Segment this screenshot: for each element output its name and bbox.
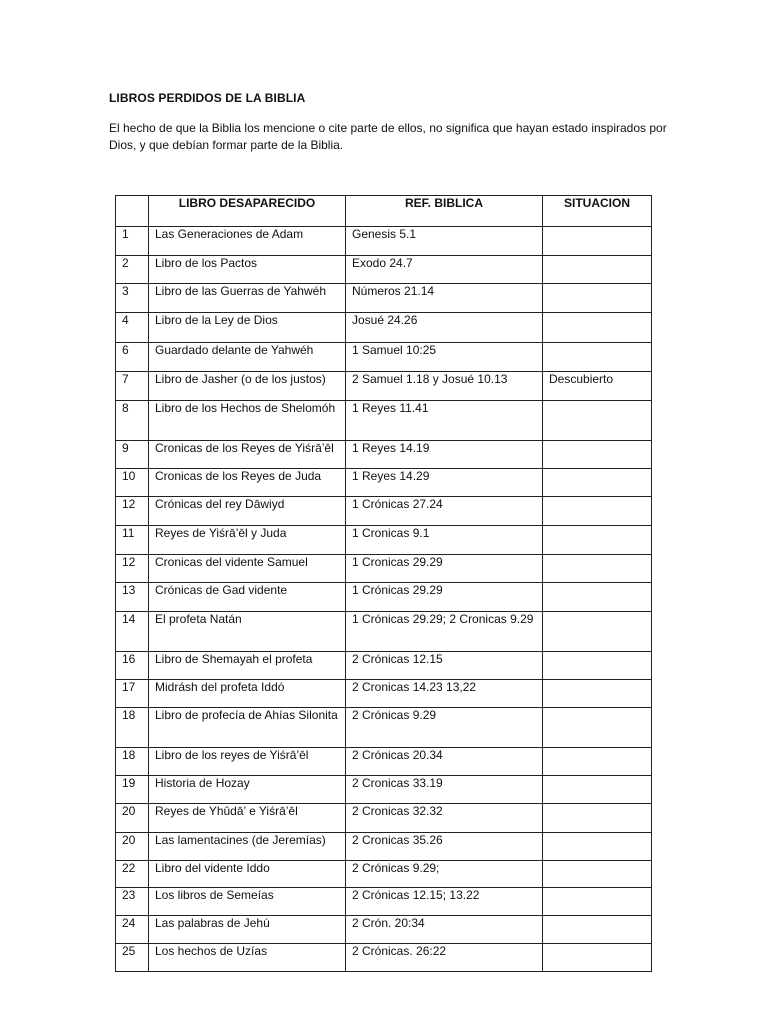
- bible-reference-cell: 1 Reyes 14.19: [346, 441, 543, 469]
- table-row: [116, 497, 652, 526]
- header-reference: REF. BIBLICA: [346, 196, 543, 227]
- bible-reference-cell: Exodo 24.7: [346, 256, 543, 284]
- status-cell: [543, 833, 652, 861]
- book-title-cell: Las lamentacines (de Jeremías): [149, 833, 346, 861]
- row-number-cell: 9: [116, 441, 149, 469]
- book-title-cell: Reyes de Yhûdā’ e Yiśrā’ēl: [149, 804, 346, 833]
- status-cell: [543, 680, 652, 708]
- status-cell: [543, 583, 652, 612]
- table-row: [116, 441, 652, 469]
- header-book: LIBRO DESAPARECIDO: [149, 196, 346, 227]
- row-number-cell: 18: [116, 748, 149, 776]
- row-number-cell: 1: [116, 227, 149, 256]
- lost-books-table: [115, 195, 652, 972]
- book-title-cell: Libro de profecía de Ahías Silonita: [149, 708, 346, 748]
- status-cell: [543, 441, 652, 469]
- book-title-cell: Libro de los Pactos: [149, 256, 346, 284]
- table-row: [116, 680, 652, 708]
- status-cell: Descubierto: [543, 372, 652, 401]
- book-title-cell: Libro de la Ley de Dios: [149, 313, 346, 343]
- book-title-cell: Las palabras de Jehú: [149, 916, 346, 944]
- bible-reference-cell: 2 Crónicas 12.15; 13.22: [346, 888, 543, 916]
- row-number-cell: 11: [116, 526, 149, 555]
- bible-reference-cell: 1 Cronicas 29.29: [346, 555, 543, 583]
- bible-reference-cell: 1 Samuel 10:25: [346, 343, 543, 372]
- bible-reference-cell: 2 Cronicas 35.26: [346, 833, 543, 861]
- table-row: [116, 256, 652, 284]
- book-title-cell: Crónicas del rey Dāwiyd: [149, 497, 346, 526]
- row-number-cell: 18: [116, 708, 149, 748]
- bible-reference-cell: 2 Crónicas. 26:22: [346, 944, 543, 972]
- bible-reference-cell: 1 Crónicas 29.29; 2 Cronicas 9.29: [346, 612, 543, 652]
- status-cell: [543, 776, 652, 804]
- status-cell: [543, 861, 652, 888]
- book-title-cell: Cronicas de los Reyes de Yiśrā’ēl: [149, 441, 346, 469]
- book-title-cell: Crónicas de Gad vidente: [149, 583, 346, 612]
- row-number-cell: 23: [116, 888, 149, 916]
- bible-reference-cell: 2 Crónicas 9.29: [346, 708, 543, 748]
- header-number: [116, 196, 149, 227]
- status-cell: [543, 612, 652, 652]
- bible-reference-cell: Josué 24.26: [346, 313, 543, 343]
- table-row: [116, 861, 652, 888]
- row-number-cell: 10: [116, 469, 149, 497]
- bible-reference-cell: 1 Crónicas 27.24: [346, 497, 543, 526]
- book-title-cell: Libro de Jasher (o de los justos): [149, 372, 346, 401]
- row-number-cell: 19: [116, 776, 149, 804]
- book-title-cell: Los libros de Semeías: [149, 888, 346, 916]
- book-title-cell: Historia de Hozay: [149, 776, 346, 804]
- row-number-cell: 8: [116, 401, 149, 441]
- status-cell: [543, 555, 652, 583]
- bible-reference-cell: 2 Cronicas 32.32: [346, 804, 543, 833]
- table-row: [116, 372, 652, 401]
- status-cell: [543, 888, 652, 916]
- bible-reference-cell: 1 Reyes 14.29: [346, 469, 543, 497]
- table-row: [116, 652, 652, 680]
- row-number-cell: 6: [116, 343, 149, 372]
- book-title-cell: Libro del vidente Iddo: [149, 861, 346, 888]
- status-cell: [543, 227, 652, 256]
- row-number-cell: 14: [116, 612, 149, 652]
- status-cell: [543, 401, 652, 441]
- status-cell: [543, 916, 652, 944]
- bible-reference-cell: 2 Crónicas 9.29;: [346, 861, 543, 888]
- book-title-cell: Midrásh del profeta Iddó: [149, 680, 346, 708]
- bible-reference-cell: 1 Cronicas 9.1: [346, 526, 543, 555]
- row-number-cell: 4: [116, 313, 149, 343]
- status-cell: [543, 469, 652, 497]
- table-row: [116, 944, 652, 972]
- header-status: SITUACION: [543, 196, 652, 227]
- row-number-cell: 2: [116, 256, 149, 284]
- bible-reference-cell: 2 Samuel 1.18 y Josué 10.13: [346, 372, 543, 401]
- book-title-cell: Reyes de Yiśrā’ēl y Juda: [149, 526, 346, 555]
- table-row: [116, 555, 652, 583]
- bible-reference-cell: 2 Cronicas 33.19: [346, 776, 543, 804]
- table-row: [116, 313, 652, 343]
- table-row: [116, 401, 652, 441]
- status-cell: [543, 708, 652, 748]
- table-header-row: [116, 196, 652, 227]
- row-number-cell: 7: [116, 372, 149, 401]
- book-title-cell: El profeta Natán: [149, 612, 346, 652]
- book-title-cell: Los hechos de Uzías: [149, 944, 346, 972]
- status-cell: [543, 944, 652, 972]
- status-cell: [543, 652, 652, 680]
- table-row: [116, 469, 652, 497]
- table-row: [116, 526, 652, 555]
- row-number-cell: 20: [116, 833, 149, 861]
- status-cell: [543, 526, 652, 555]
- table-row: [116, 776, 652, 804]
- intro-paragraph: El hecho de que la Biblia los mencione o cite parte de ellos, no significa que hayan estado inspirados por Dios, y que debían formar parte de la Biblia.: [109, 121, 667, 152]
- status-cell: [543, 748, 652, 776]
- row-number-cell: 12: [116, 555, 149, 583]
- table-row: [116, 227, 652, 256]
- table-row: [116, 748, 652, 776]
- table-row: [116, 343, 652, 372]
- bible-reference-cell: 1 Reyes 11.41: [346, 401, 543, 441]
- book-title-cell: Cronicas de los Reyes de Juda: [149, 469, 346, 497]
- book-title-cell: Libro de los Hechos de Shelomóh: [149, 401, 346, 441]
- table-body: [116, 227, 652, 972]
- status-cell: [543, 804, 652, 833]
- status-cell: [543, 313, 652, 343]
- table-row: [116, 284, 652, 313]
- bible-reference-cell: 2 Crónicas 12.15: [346, 652, 543, 680]
- bible-reference-cell: 2 Crón. 20:34: [346, 916, 543, 944]
- book-title-cell: Cronicas del vidente Samuel: [149, 555, 346, 583]
- table-row: [116, 916, 652, 944]
- status-cell: [543, 343, 652, 372]
- book-title-cell: Libro de los reyes de Yiśrā’ēl: [149, 748, 346, 776]
- table-row: [116, 612, 652, 652]
- book-title-cell: Libro de Shemayah el profeta: [149, 652, 346, 680]
- row-number-cell: 16: [116, 652, 149, 680]
- status-cell: [543, 497, 652, 526]
- row-number-cell: 12: [116, 497, 149, 526]
- table-row: [116, 888, 652, 916]
- bible-reference-cell: 1 Crónicas 29.29: [346, 583, 543, 612]
- row-number-cell: 13: [116, 583, 149, 612]
- row-number-cell: 25: [116, 944, 149, 972]
- book-title-cell: Las Generaciones de Adam: [149, 227, 346, 256]
- row-number-cell: 20: [116, 804, 149, 833]
- bible-reference-cell: Genesis 5.1: [346, 227, 543, 256]
- table-row: [116, 583, 652, 612]
- table-row: [116, 833, 652, 861]
- table-row: [116, 804, 652, 833]
- row-number-cell: 22: [116, 861, 149, 888]
- page-title: LIBROS PERDIDOS DE LA BIBLIA: [109, 91, 306, 105]
- book-title-cell: Libro de las Guerras de Yahwéh: [149, 284, 346, 313]
- bible-reference-cell: 2 Crónicas 20.34: [346, 748, 543, 776]
- book-title-cell: Guardado delante de Yahwéh: [149, 343, 346, 372]
- status-cell: [543, 256, 652, 284]
- status-cell: [543, 284, 652, 313]
- row-number-cell: 24: [116, 916, 149, 944]
- bible-reference-cell: Números 21.14: [346, 284, 543, 313]
- row-number-cell: 17: [116, 680, 149, 708]
- table-row: [116, 708, 652, 748]
- bible-reference-cell: 2 Cronicas 14.23 13,22: [346, 680, 543, 708]
- row-number-cell: 3: [116, 284, 149, 313]
